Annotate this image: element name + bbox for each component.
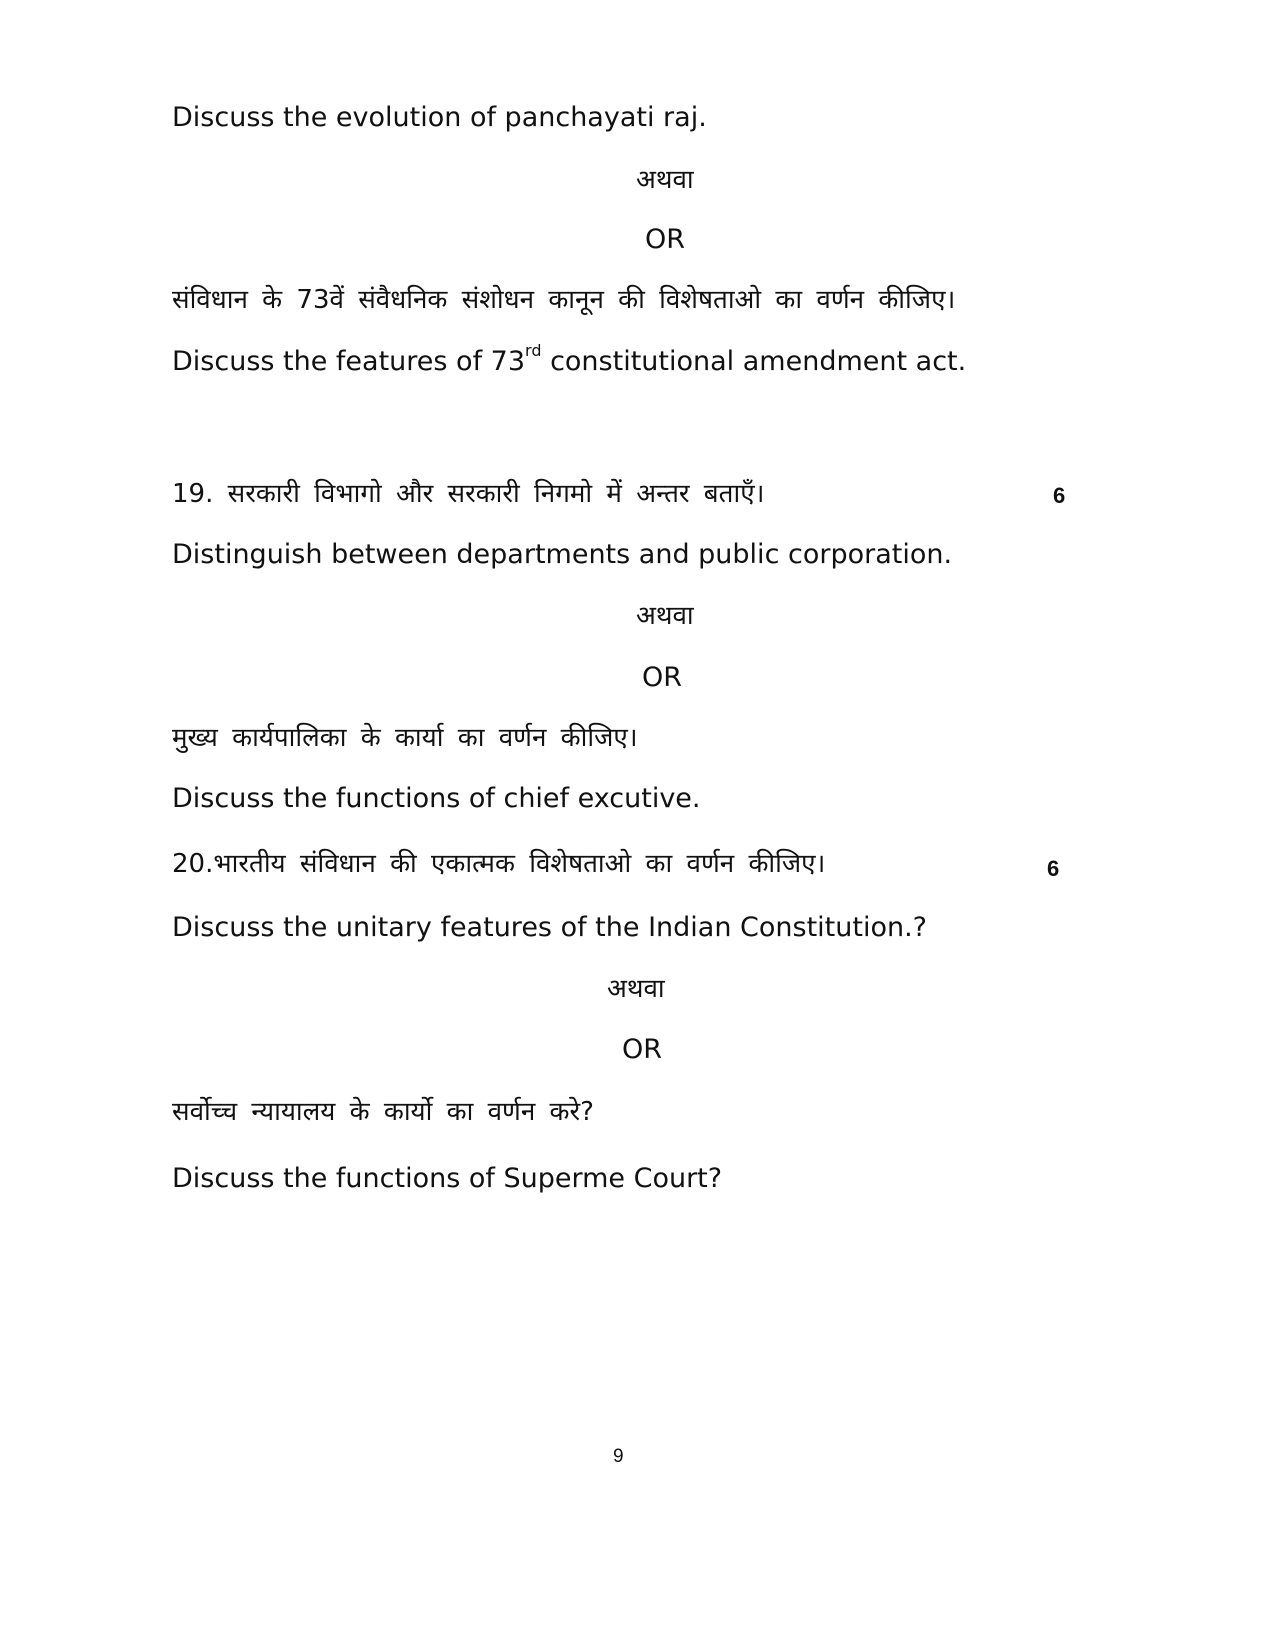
q18-english-alt: [172, 341, 967, 380]
q18-english: Discuss the evolution of panchayati raj.: [172, 102, 707, 133]
q18-hindi-alt: संविधान के 73वें संवैधनिक संशोधन कानून की विशेषताओ का वर्णन कीजिए।: [172, 285, 956, 315]
q20-english-alt: Discuss the functions of Superme Court?: [172, 1163, 723, 1194]
q18-or: OR: [645, 224, 686, 255]
q18-english-alt-sup: rd: [525, 341, 542, 360]
q18-english-alt-suffix: constitutional amendment act.: [541, 346, 967, 377]
q20-marks: 6: [1047, 856, 1060, 881]
q20-or: OR: [622, 1034, 663, 1065]
q19-athva: अथवा: [636, 601, 694, 631]
q20-hindi: 20.भारतीय संविधान की एकात्मक विशेषताओ का वर्णन कीजिए।: [172, 849, 826, 879]
q19-marks: 6: [1053, 483, 1066, 508]
q20-athva: अथवा: [607, 974, 665, 1004]
q19-or: OR: [642, 662, 683, 693]
q19-english-alt: Discuss the functions of chief excutive.: [172, 783, 701, 814]
page-number: 9: [613, 1446, 624, 1467]
q19-hindi-alt: मुख्य कार्यपालिका के कार्या का वर्णन कीजिए।: [172, 723, 638, 753]
q18-athva: अथवा: [636, 165, 694, 195]
q18-english-alt-prefix: Discuss the features of 73: [172, 346, 526, 377]
q19-hindi: 19. सरकारी विभागो और सरकारी निगमो में अन्तर बताएँ।: [172, 479, 765, 509]
q19-english: Distinguish between departments and public corporation.: [172, 539, 953, 570]
q20-hindi-alt: सर्वोच्च न्यायालय के कार्यो का वर्णन करे?: [172, 1097, 594, 1127]
q20-english: Discuss the unitary features of the Indian Constitution.?: [172, 912, 927, 943]
